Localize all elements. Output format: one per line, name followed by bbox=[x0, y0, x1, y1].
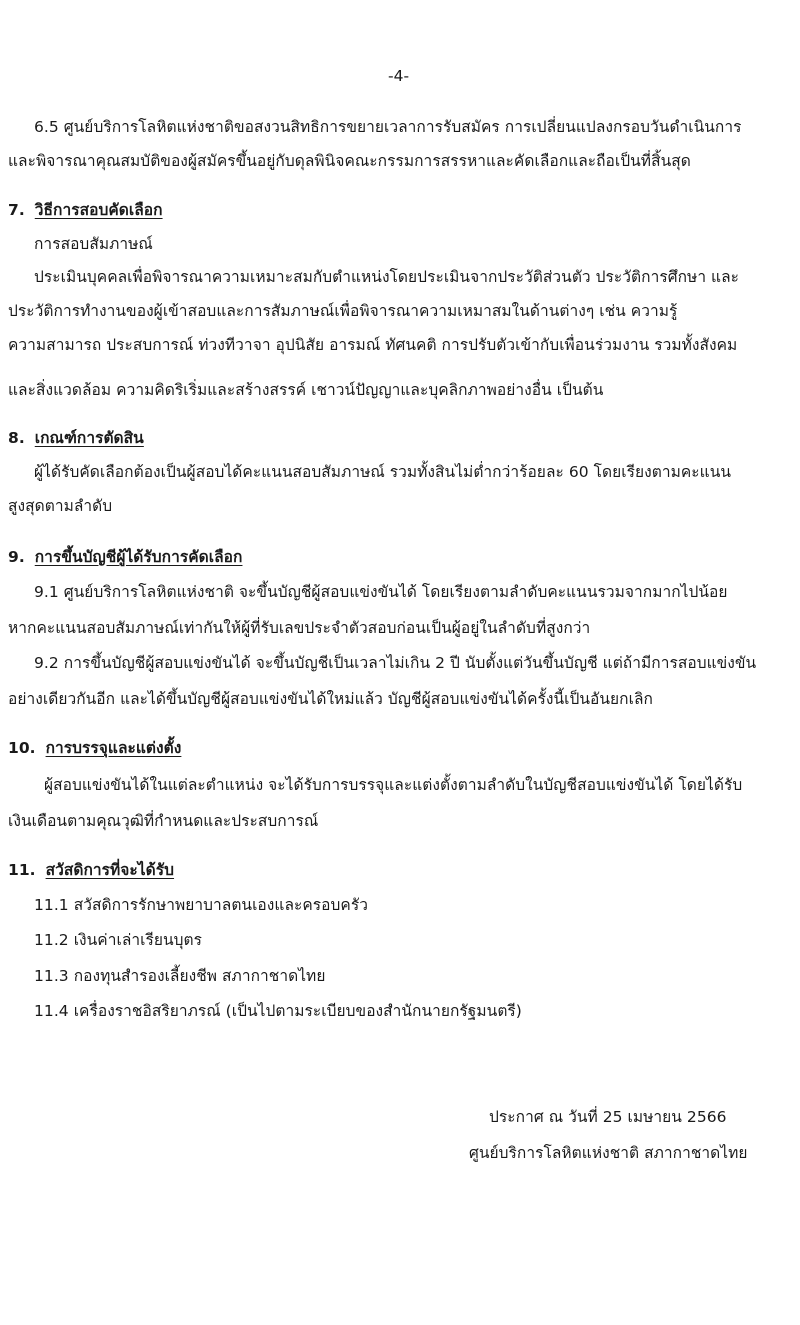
section-8-heading bbox=[8, 428, 144, 448]
benefit-item: 11.4 เครื่องราชอิสริยาภรณ์ (เป็นไปตามระเบียบของสำนักนายกรัฐมนตรี) bbox=[34, 1002, 522, 1020]
section-9-number: 9. bbox=[8, 548, 25, 566]
clause-9-1-line-1: 9.1 ศูนย์บริการโลหิตแห่งชาติ จะขึ้นบัญชีผู้สอบแข่งขันได้ โดยเรียงตามลำดับคะแนนรวมจากมากไปน้อย bbox=[34, 583, 728, 601]
section-7-subheading: การสอบสัมภาษณ์ bbox=[34, 235, 153, 253]
section-7-title: วิธีการสอบคัดเลือก bbox=[34, 201, 163, 219]
benefit-item: 11.3 กองทุนสำรองเลี้ยงชีพ สภากาชาดไทย bbox=[34, 967, 326, 985]
page-number: -4- bbox=[388, 67, 410, 85]
section-8-line-1: ผู้ได้รับคัดเลือกต้องเป็นผู้สอบได้คะแนนสอบสัมภาษณ์ รวมทั้งสินไม่ต่ำกว่าร้อยละ 60 โดยเรียงตามคะแนน bbox=[34, 463, 732, 481]
benefit-item: 11.1 สวัสดิการรักษาพยาบาลตนเองและครอบครัว bbox=[34, 896, 368, 914]
section-7-line-2: ประวัติการทำงานของผู้เข้าสอบและการสัมภาษณ์เพื่อพิจารณาความเหมาสมในด้านต่างๆ เช่น ความรู้ bbox=[8, 302, 678, 320]
section-10-heading bbox=[8, 738, 181, 758]
issuing-organization: ศูนย์บริการโลหิตแห่งชาติ สภากาชาดไทย bbox=[469, 1144, 748, 1162]
section-9-title: การขึ้นบัญชีผู้ได้รับการคัดเลือก bbox=[34, 548, 243, 566]
section-10-number: 10. bbox=[8, 739, 36, 757]
section-11-title: สวัสดิการที่จะได้รับ bbox=[45, 861, 175, 879]
section-10-line-1: ผู้สอบแข่งขันได้ในแต่ละตำแหน่ง จะได้รับการบรรจุและแต่งตั้งตามลำดับในบัญชีสอบแข่งขันได้ โดยได้รับ bbox=[44, 776, 743, 794]
section-7-line-1: ประเมินบุคคลเพื่อพิจารณาความเหมาะสมกับตำแหน่งโดยประเมินจากประวัติส่วนตัว ประวัติการศึกษา และ bbox=[34, 268, 740, 286]
section-8-number: 8. bbox=[8, 429, 25, 447]
section-7-line-3: ความสามารถ ประสบการณ์ ท่วงทีวาจา อุปนิสัย อารมณ์ ทัศนคติ การปรับตัวเข้ากับเพื่อนร่วมงาน รวมทั้งสังคม bbox=[8, 336, 738, 354]
section-7-heading bbox=[8, 200, 163, 220]
clause-9-2-line-2: อย่างเดียวกันอีก และได้ขึ้นบัญชีผู้สอบแข่งขันได้ใหม่แล้ว บัญชีผู้สอบแข่งขันได้ครั้งนี้เป็นอันยกเลิก bbox=[8, 690, 653, 708]
clause-6-5-line-2: และพิจารณาคุณสมบัติของผู้สมัครขึ้นอยู่กับดุลพินิจคณะกรรมการสรรหาและคัดเลือกและถือเป็นที่สิ้นสุด bbox=[8, 152, 691, 170]
section-7-line-4: และสิ่งแวดล้อม ความคิดริเริ่มและสร้างสรรค์ เชาวน์ปัญญาและบุคลิกภาพอย่างอื่น เป็นต้น bbox=[8, 381, 604, 399]
clause-9-2-line-1: 9.2 การขึ้นบัญชีผู้สอบแข่งขันได้ จะขึ้นบัญชีเป็นเวลาไม่เกิน 2 ปี นับตั้งแต่วันขึ้นบัญชี แต่ถ้ามีการสอบแข่งขัน bbox=[34, 654, 757, 672]
announcement-date: ประกาศ ณ วันที่ 25 เมษายน 2566 bbox=[489, 1108, 727, 1126]
clause-6-5-line-1: 6.5 ศูนย์บริการโลหิตแห่งชาติขอสงวนสิทธิการขยายเวลาการรับสมัคร การเปลี่ยนแปลงกรอบวันดำเนินการ bbox=[34, 118, 742, 136]
benefit-item: 11.2 เงินค่าเล่าเรียนบุตร bbox=[34, 931, 203, 949]
section-9-heading bbox=[8, 547, 242, 567]
section-7-number: 7. bbox=[8, 201, 25, 219]
section-10-title: การบรรจุและแต่งตั้ง bbox=[45, 739, 182, 757]
section-11-heading bbox=[8, 860, 174, 880]
clause-9-1-line-2: หากคะแนนสอบสัมภาษณ์เท่ากันให้ผู้ที่รับเลขประจำตัวสอบก่อนเป็นผู้อยู่ในลำดับที่สูงกว่า bbox=[8, 619, 591, 637]
section-8-title: เกณฑ์การตัดสิน bbox=[34, 429, 144, 447]
section-10-line-2: เงินเดือนตามคุณวุฒิที่กำหนดและประสบการณ์ bbox=[8, 812, 319, 830]
section-11-number: 11. bbox=[8, 861, 36, 879]
section-8-line-2: สูงสุดตามลำดับ bbox=[8, 497, 113, 515]
